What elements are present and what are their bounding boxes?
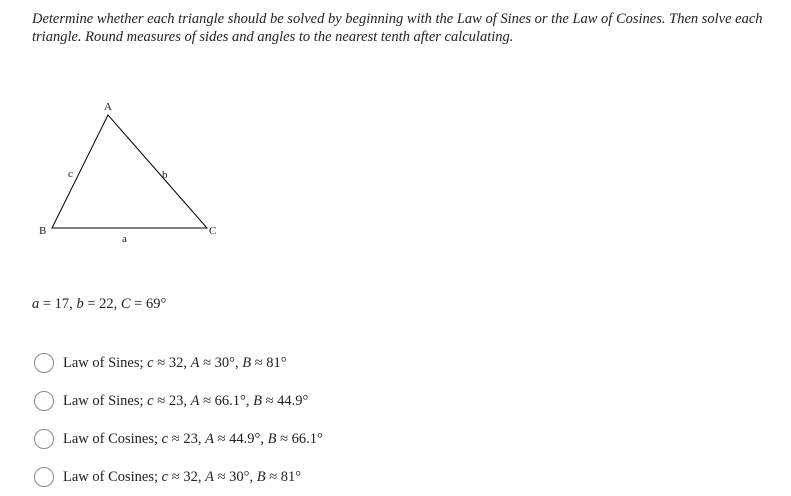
choice-angle-b-var: B: [253, 392, 262, 409]
given-c-angle-var: C: [120, 296, 131, 312]
choice-3-label[interactable]: [63, 431, 323, 448]
choice-2-label[interactable]: [63, 393, 308, 410]
answer-choice-2[interactable]: [34, 382, 323, 420]
choice-law: Law of Sines;: [63, 392, 148, 409]
choice-side-var: c: [161, 430, 169, 447]
choice-angle-a-value: ≈ 30°,: [213, 468, 257, 485]
choice-angle-b-value: ≈ 81°: [251, 354, 287, 371]
radio-button-2[interactable]: [34, 391, 54, 411]
choice-4-label[interactable]: [63, 469, 301, 486]
choice-angle-b-value: ≈ 81°: [265, 468, 302, 485]
given-b-value: = 22,: [83, 296, 121, 312]
choice-law: Law of Sines;: [63, 354, 148, 371]
given-values: [32, 296, 166, 313]
given-c-angle-value: = 69°: [130, 296, 167, 312]
radio-button-1[interactable]: [34, 353, 54, 373]
choice-1-label[interactable]: [63, 355, 287, 372]
choice-angle-a-var: A: [205, 468, 214, 485]
side-label-a: a: [122, 233, 127, 245]
choice-angle-a-var: A: [190, 354, 200, 371]
answer-choice-4[interactable]: [34, 458, 323, 496]
choice-angle-b-value: ≈ 44.9°: [261, 392, 309, 409]
choice-angle-a-var: A: [205, 430, 214, 447]
choice-side-var: c: [147, 392, 154, 409]
choice-angle-a-value: ≈ 30°,: [199, 354, 243, 371]
choice-side-value: ≈ 32,: [168, 468, 206, 485]
given-a-var: a: [32, 296, 40, 312]
given-a-value: = 17,: [39, 296, 77, 312]
triangle-diagram: [30, 95, 230, 255]
given-b-var: b: [76, 296, 84, 312]
radio-button-4[interactable]: [34, 467, 54, 487]
triangle-figure: [30, 95, 230, 255]
vertex-label-c: C: [209, 225, 217, 237]
vertex-label-b: B: [39, 225, 47, 237]
choice-angle-a-var: A: [190, 392, 200, 409]
triangle-shape: [52, 115, 207, 228]
choice-angle-b-var: B: [256, 468, 266, 485]
choice-angle-a-value: ≈ 66.1°,: [199, 392, 254, 409]
answer-choices: [34, 344, 323, 496]
vertex-label-a: A: [104, 101, 112, 113]
answer-choice-1[interactable]: [34, 344, 323, 382]
choice-angle-b-var: B: [267, 430, 277, 447]
choice-law: Law of Cosines;: [63, 430, 162, 447]
answer-choice-3[interactable]: [34, 420, 323, 458]
choice-side-var: c: [161, 468, 169, 485]
choice-side-var: c: [147, 354, 154, 371]
radio-button-3[interactable]: [34, 429, 54, 449]
instructions-text: Determine whether each triangle should be solved by beginning with the Law of Sines or the Law of Cosines. Then solve each triangle. Round measures of sides and angles to the nearest tenth after calculating.: [32, 11, 763, 45]
choice-angle-a-value: ≈ 44.9°,: [213, 430, 268, 447]
choice-law: Law of Cosines;: [63, 468, 162, 485]
choice-side-value: ≈ 32,: [153, 354, 191, 371]
choice-angle-b-value: ≈ 66.1°: [276, 430, 323, 447]
choice-side-value: ≈ 23,: [153, 392, 191, 409]
side-label-c: c: [68, 168, 73, 180]
side-label-b: b: [162, 169, 168, 181]
choice-side-value: ≈ 23,: [168, 430, 206, 447]
choice-angle-b-var: B: [242, 354, 252, 371]
